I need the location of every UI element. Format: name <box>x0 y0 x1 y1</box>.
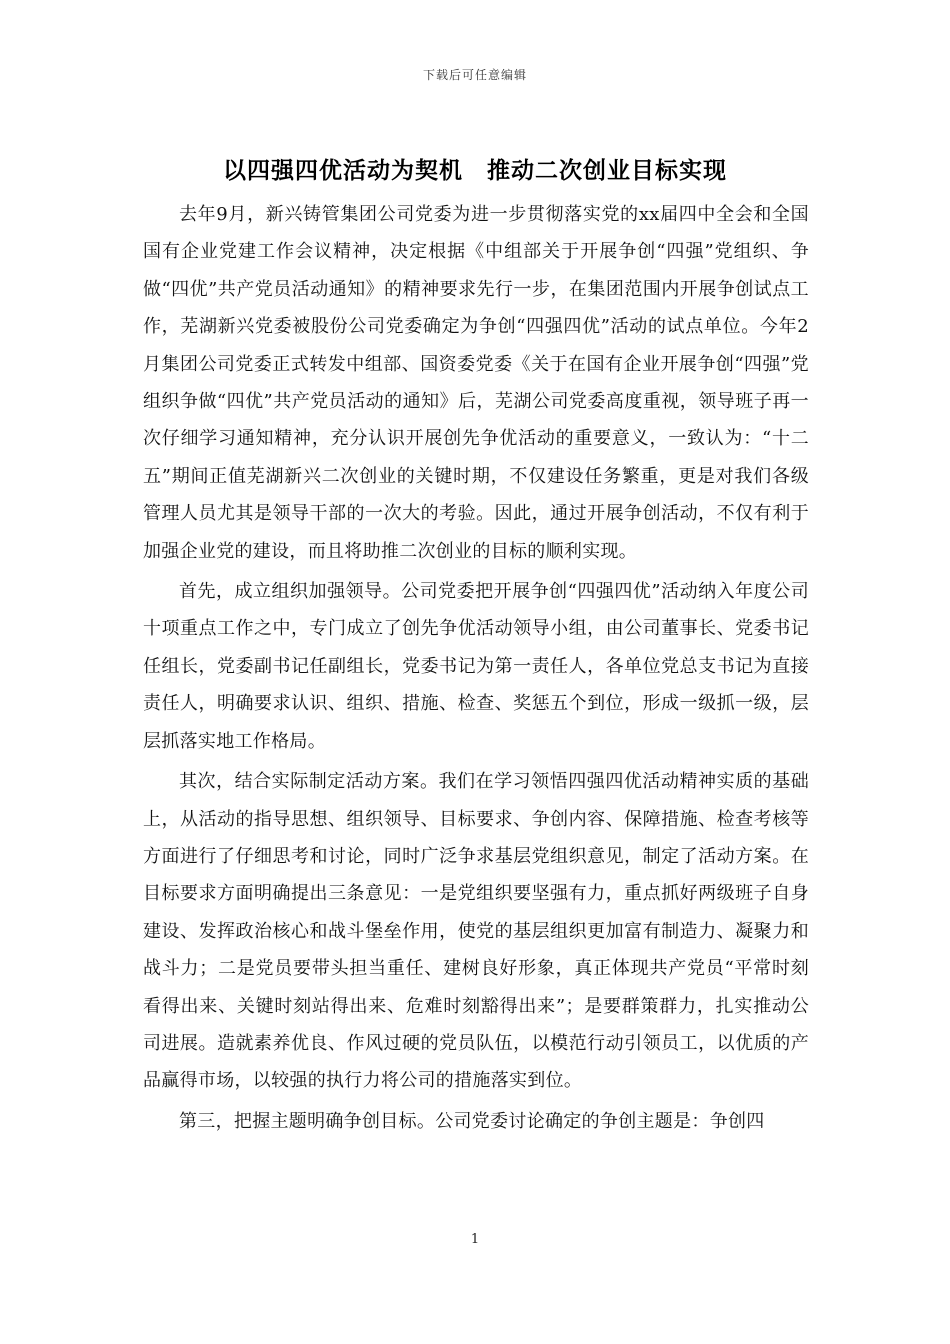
paragraph-1: 去年9月，新兴铸管集团公司党委为进一步贯彻落实党的xx届四中全会和全国国有企业党建工作会议精神，决定根据《中组部关于开展争创“四强”党组织、争做“四优”共产党员活动通知》的精神要求先行一步，在集团范围内开展争创试点工作，芜湖新兴党委被股份公司党委确定为争创“四强四优”活动的试点单位。今年2月集团公司党委正式转发中组部、国资委党委《关于在国有企业开展争创“四强”党组织争做“四优”共产党员活动的通知》后，芜湖公司党委高度重视，领导班子再一次仔细学习通知精神，充分认识开展创先争优活动的重要意义，一致认为：“十二五”期间正值芜湖新兴二次创业的关键时期，不仅建设任务繁重，更是对我们各级管理人员尤其是领导干部的一次大的考验。因此，通过开展争创活动，不仅有利于加强企业党的建设，而且将助推二次创业的目标的顺利实现。 <box>143 204 809 562</box>
page-number: 1 <box>470 1232 480 1247</box>
document-body <box>143 196 809 1143</box>
paragraph-3: 其次，结合实际制定活动方案。我们在学习领悟四强四优活动精神实质的基础上，从活动的指导思想、组织领导、目标要求、争创内容、保障措施、检查考核等方面进行了仔细思考和讨论，同时广泛争求基层党组织意见，制定了活动方案。在目标要求方面明确提出三条意见：一是党组织要坚强有力，重点抓好两级班子自身建设、发挥政治核心和战斗堡垒作用，使党的基层组织更加富有制造力、凝聚力和战斗力；二是党员要带头担当重任、建树良好形象，真正体现共产党员“平常时刻看得出来、关键时刻站得出来、危难时刻豁得出来”；是要群策群力，扎实推动公司进展。造就素养优良、作风过硬的党员队伍，以模范行动引领员工，以优质的产品赢得市场，以较强的执行力将公司的措施落实到位。 <box>143 771 809 1092</box>
paragraph-2: 首先，成立组织加强领导。公司党委把开展争创“四强四优”活动纳入年度公司十项重点工作之中，专门成立了创先争优活动领导小组，由公司董事长、党委书记任组长，党委副书记任副组长，党委书记为第一责任人，各单位党总支书记为直接责任人，明确要求认识、组织、措施、检查、奖惩五个到位，形成一级抓一级，层层抓落实地工作格局。 <box>143 581 809 752</box>
document-title: 以四强四优活动为契机 推动二次创业目标实现 <box>223 157 727 184</box>
paragraph-4: 第三，把握主题明确争创目标。公司党委讨论确定的争创主题是：争创四 <box>179 1110 765 1132</box>
header-note: 下载后可任意编辑 <box>422 68 527 82</box>
